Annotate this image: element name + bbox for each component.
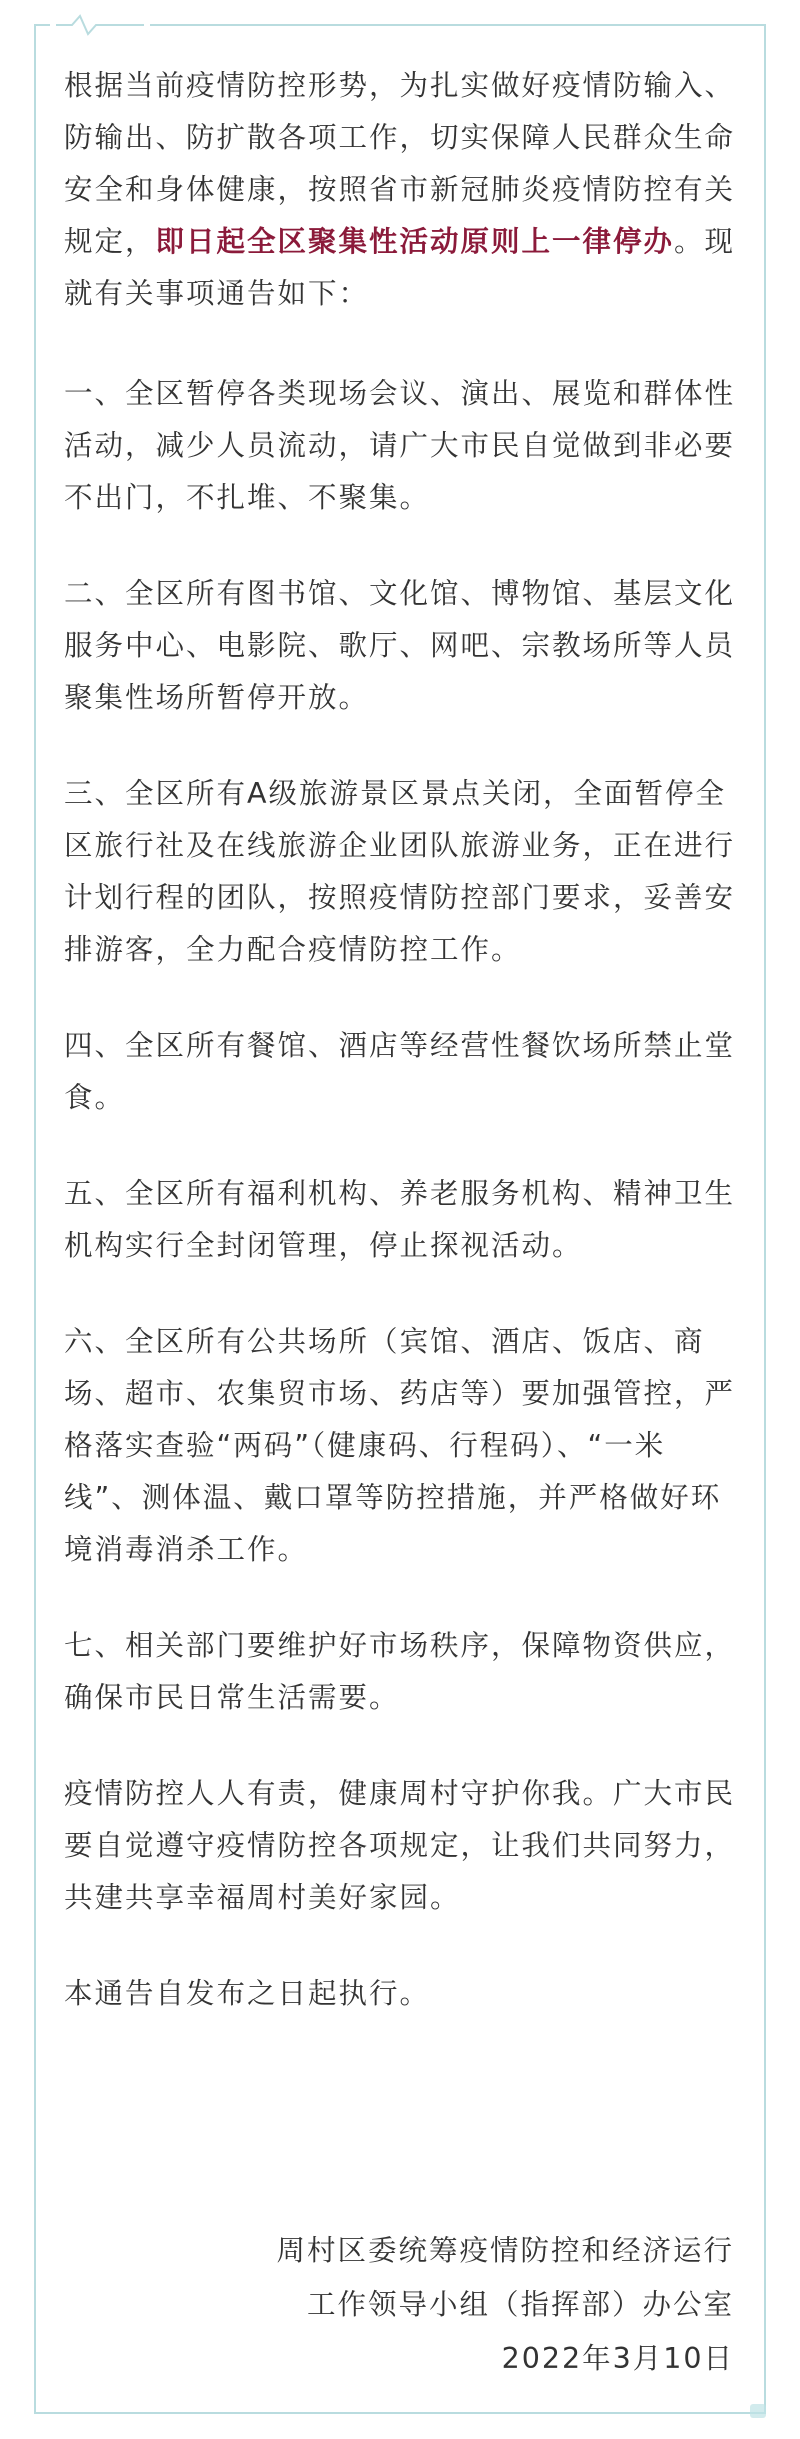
notice-item-7: 七、相关部门要维护好市场秩序，保障物资供应，确保市民日常生活需要。 — [64, 1629, 736, 1714]
signature-date: 2022年3月10日 — [501, 2342, 734, 2375]
notice-item-6: 六、全区所有公共场所（宾馆、酒店、饭店、商场、超市、农集贸市场、药店等）要加强管控，严格落实查验“两码”（健康码、行程码）、“一米线”、测体温、戴口罩等防控措施，并严格做好环境消毒消杀工作。 — [64, 1325, 736, 1566]
notice-item-1: 一、全区暂停各类现场会议、演出、展览和群体性活动，减少人员流动，请广大市民自觉做到非必要不出门，不扎堆、不聚集。 — [64, 377, 736, 514]
notice-item-5: 五、全区所有福利机构、养老服务机构、精神卫生机构实行全封闭管理，停止探视活动。 — [64, 1177, 736, 1262]
signature-org-line-1: 周村区委统筹疫情防控和经济运行 — [276, 2234, 734, 2267]
pulse-line-icon — [50, 8, 150, 42]
notice-item-4: 四、全区所有餐馆、酒店等经营性餐饮场所禁止堂食。 — [64, 1029, 736, 1114]
signature-org-line-2: 工作领导小组（指挥部）办公室 — [306, 2288, 734, 2321]
intro-highlight: 即日起全区聚集性活动原则上一律停办 — [155, 225, 675, 258]
intro-paragraph — [64, 60, 736, 320]
notice-item-2: 二、全区所有图书馆、文化馆、博物馆、基层文化服务中心、电影院、歌厅、网吧、宗教场所等人员聚集性场所暂停开放。 — [64, 577, 736, 714]
notice-item-3: 三、全区所有A级旅游景区景点关闭，全面暂停全区旅行社及在线旅游企业团队旅游业务，正在进行计划行程的团队，按照疫情防控部门要求，妥善安排游客，全力配合疫情防控工作。 — [64, 777, 736, 966]
watermark-icon — [748, 2400, 770, 2422]
intro-text-end: 。现就有关事项通告如下： — [64, 225, 736, 310]
closing-paragraph: 疫情防控人人有责，健康周村守护你我。广大市民要自觉遵守疫情防控各项规定，让我们共同努力，共建共享幸福周村美好家园。 — [64, 1777, 736, 1914]
intro-text: 根据当前疫情防控形势，为扎实做好疫情防输入、防输出、防扩散各项工作，切实保障人民群众生命安全和身体健康，按照省市新冠肺炎疫情防控有关规定， — [64, 69, 736, 258]
frame-corner-gap — [50, 8, 150, 42]
effective-statement: 本通告自发布之日起执行。 — [64, 1977, 431, 2010]
signature-block — [276, 2224, 734, 2386]
notice-body — [64, 60, 736, 2064]
